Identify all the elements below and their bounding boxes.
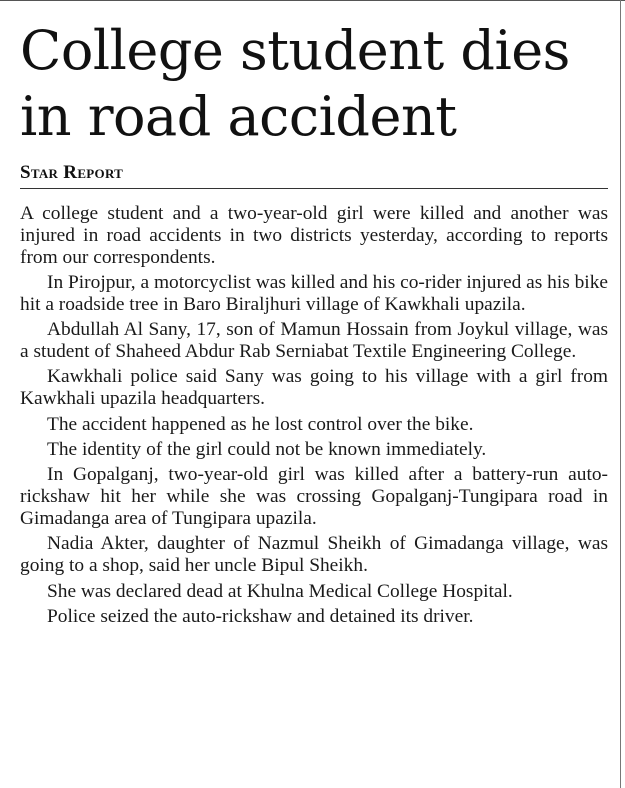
- article-paragraph: The accident happened as he lost control over the bike.: [47, 413, 474, 435]
- article-paragraph: In Pirojpur, a motorcyclist was killed and his co-rider injured as his bike hit a roadside tree in Baro Biraljhuri village of Kawkhali upazila.: [20, 271, 608, 315]
- article-headline: College student dies in road accident: [20, 19, 570, 148]
- byline-divider: [20, 188, 608, 189]
- clipping-top-edge: [0, 0, 625, 1]
- article-paragraph: Police seized the auto-rickshaw and detained its driver.: [47, 605, 474, 627]
- article-paragraph: A college student and a two-year-old girl were killed and another was injured in road accidents in two districts yesterday, according to reports from our correspondents.: [20, 203, 608, 268]
- article-paragraph: She was declared dead at Khulna Medical College Hospital.: [47, 580, 513, 602]
- article-paragraph: Kawkhali police said Sany was going to his village with a girl from Kawkhali upazila headquarters.: [20, 366, 608, 410]
- article-paragraph: The identity of the girl could not be known immediately.: [47, 438, 487, 460]
- article-body: [20, 203, 608, 631]
- clipping-right-edge: [620, 0, 621, 788]
- article-paragraph: Nadia Akter, daughter of Nazmul Sheikh of Gimadanga village, was going to a shop, said her uncle Bipul Sheikh.: [20, 533, 608, 577]
- article-paragraph: Abdullah Al Sany, 17, son of Mamun Hossain from Joykul village, was a student of Shaheed Abdur Rab Serniabat Textile Engineering College.: [20, 319, 608, 362]
- article-byline: Star Report: [20, 162, 124, 183]
- article-paragraph: In Gopalganj, two-year-old girl was killed after a battery-run auto-rickshaw hit her while she was crossing Gopalganj-Tungipara road in Gimadanga area of Tungipara upazila.: [20, 464, 608, 529]
